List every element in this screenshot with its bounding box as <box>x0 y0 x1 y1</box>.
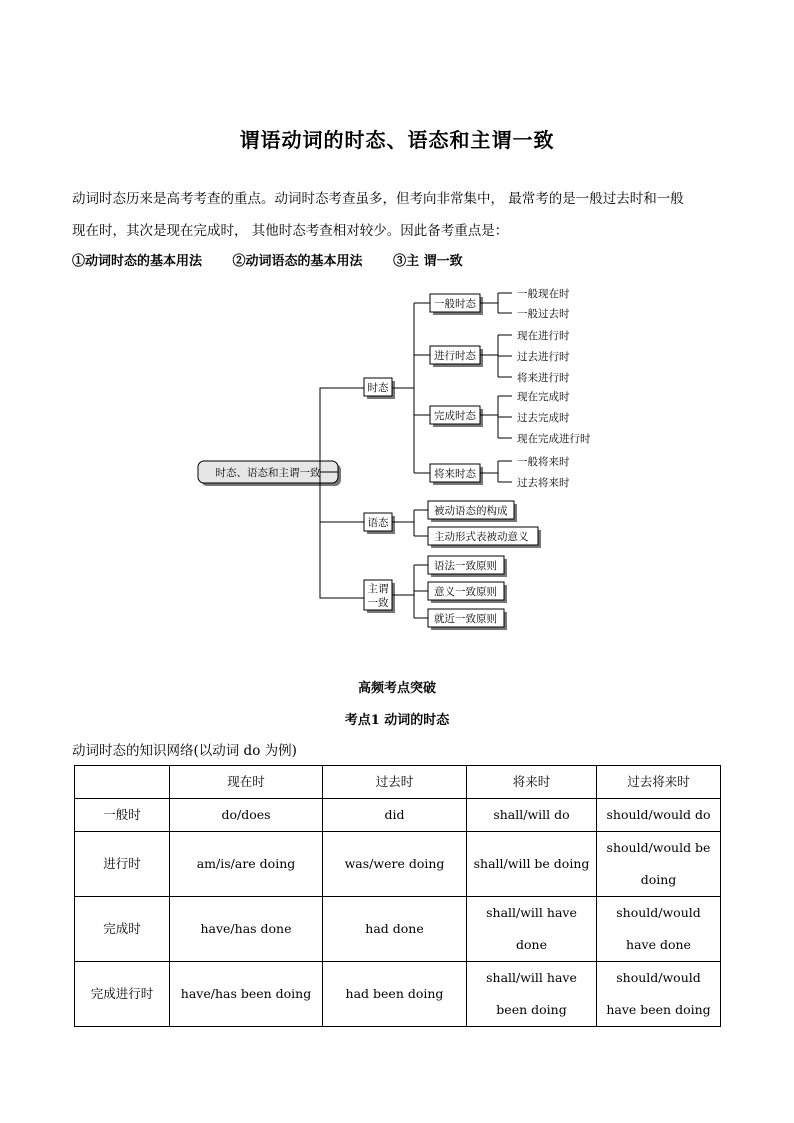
leaf-jianglai-2: 过去将来时 <box>517 477 570 489</box>
table-row <box>75 962 721 1027</box>
table-cell: had done <box>323 897 467 962</box>
key-points <box>72 250 489 269</box>
node-yiyi: 意义一致原则 <box>434 586 497 598</box>
table-cell: did <box>323 799 467 832</box>
leaf-yiban-1: 一般现在时 <box>517 288 570 300</box>
table-header: 现在时 <box>170 766 323 799</box>
table-header: 过去将来时 <box>597 766 721 799</box>
root-node: 时态、语态和主谓一致 <box>215 467 321 479</box>
table-cell: had been doing <box>323 962 467 1027</box>
leaf-jianglai-1: 一般将来时 <box>517 456 570 468</box>
table-cell: should/would have done <box>597 897 721 962</box>
page-title: 谓语动词的时态、语态和主谓一致 <box>239 128 555 152</box>
table-cell: do/does <box>170 799 323 832</box>
table-row <box>75 799 721 832</box>
table-row <box>75 832 721 897</box>
intro-line-2: 现在时，其次是现在完成时， 其他时态考查相对较少。因此备考重点是： <box>72 223 509 239</box>
node-wancheng: 完成时态 <box>434 410 476 422</box>
table-cell: have/has been doing <box>170 962 323 1027</box>
table-cell: have/has done <box>170 897 323 962</box>
key-point-2: ②动词语态的基本用法 <box>232 254 363 269</box>
node-zhuwei-line1: 主谓 <box>367 583 389 595</box>
subsection-heading: 考点1 动词的时态 <box>344 713 450 728</box>
row-label: 一般时 <box>75 799 170 832</box>
table-cell: should/would have been doing <box>597 962 721 1027</box>
table-header: 将来时 <box>467 766 597 799</box>
node-shitai: 时态 <box>367 382 389 394</box>
table-header-row <box>75 766 721 799</box>
row-label: 完成时 <box>75 897 170 962</box>
table-header: 过去时 <box>323 766 467 799</box>
table-cell: shall/will have been doing <box>467 962 597 1027</box>
row-label: 完成进行时 <box>75 962 170 1027</box>
tense-table <box>74 765 721 1027</box>
leaf-wancheng-3: 现在完成进行时 <box>517 433 591 445</box>
key-point-1: ①动词时态的基本用法 <box>72 254 203 269</box>
leaf-jinxing-1: 现在进行时 <box>517 330 570 342</box>
node-beidong: 被动语态的构成 <box>434 505 508 517</box>
node-yutai: 语态 <box>367 517 389 529</box>
node-jianglai: 将来时态 <box>434 468 476 480</box>
table-cell: shall/will do <box>467 799 597 832</box>
table-cell: should/would do <box>597 799 721 832</box>
node-zhudong: 主动形式表被动意义 <box>434 531 529 543</box>
intro-line-1: 动词时态历来是高考考查的重点。动词时态考查虽多，但考向非常集中， 最常考的是一般过去时和一般 <box>72 191 684 207</box>
node-yufa: 语法一致原则 <box>434 560 497 572</box>
row-label: 进行时 <box>75 832 170 897</box>
table-header-corner <box>75 766 170 799</box>
intro-paragraph <box>72 183 727 247</box>
table-cell: shall/will be doing <box>467 832 597 897</box>
table-cell: shall/will have done <box>467 897 597 962</box>
table-cell: was/were doing <box>323 832 467 897</box>
node-zhuwei-line2: 一致 <box>367 597 389 609</box>
node-jinxing: 进行时态 <box>434 350 476 362</box>
leaf-jinxing-2: 过去进行时 <box>517 351 570 363</box>
mind-map-diagram <box>0 280 794 640</box>
section-heading: 高频考点突破 <box>357 681 436 696</box>
table-intro: 动词时态的知识网络(以动词 do 为例) <box>72 743 297 759</box>
node-jiujin: 就近一致原则 <box>434 613 497 625</box>
leaf-yiban-2: 一般过去时 <box>517 308 570 320</box>
node-yiban: 一般时态 <box>434 298 476 310</box>
key-point-3: ③主 谓一致 <box>393 254 463 269</box>
leaf-jinxing-3: 将来进行时 <box>517 372 570 384</box>
table-cell: should/would be doing <box>597 832 721 897</box>
leaf-wancheng-2: 过去完成时 <box>517 412 570 424</box>
table-cell: am/is/are doing <box>170 832 323 897</box>
table-row <box>75 897 721 962</box>
leaf-wancheng-1: 现在完成时 <box>517 391 570 403</box>
